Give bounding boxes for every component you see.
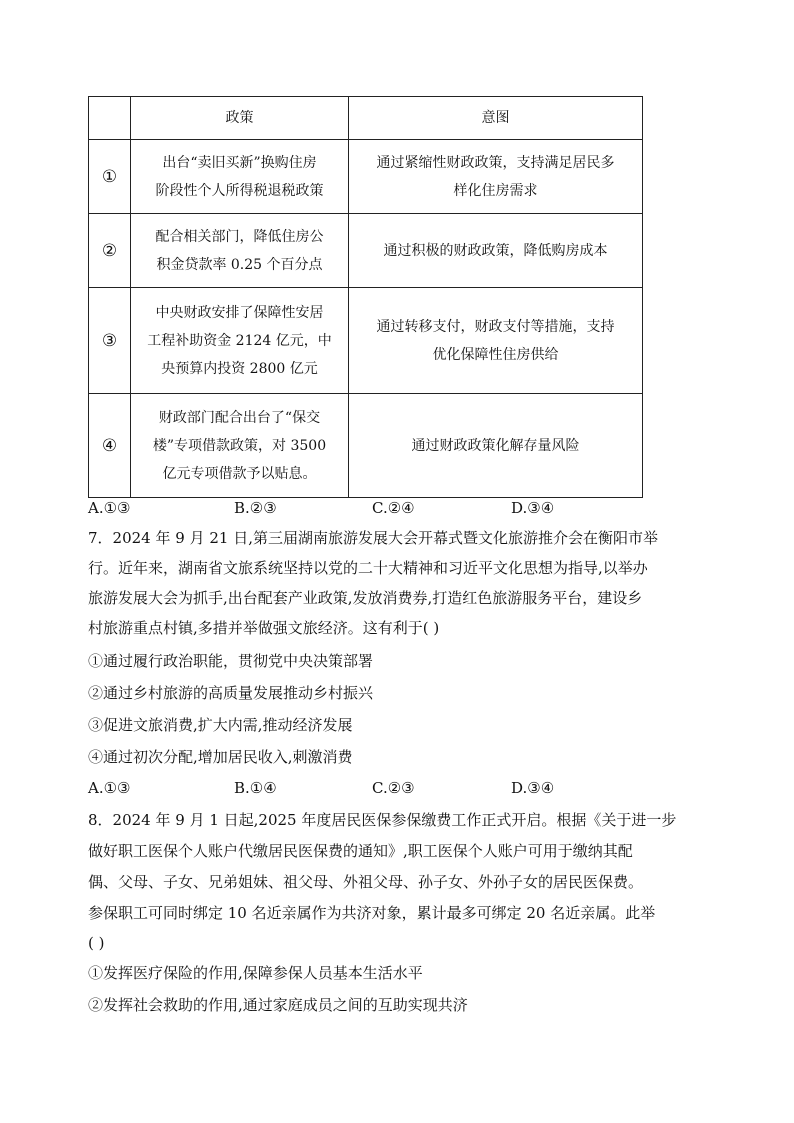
policy-line: 配合相关部门，降低住房公 (155, 228, 324, 245)
q8-stem-line: 参保职工可同时绑定 10 名近亲属作为共济对象，累计最多可绑定 20 名近亲属。此举 (88, 904, 656, 922)
table-header-row (89, 97, 643, 140)
q7-item: ①通过履行政治职能，贯彻党中央决策部署 (88, 652, 374, 670)
intent-line: 优化保障性住房供给 (432, 346, 559, 363)
policy-line: 工程补助资金 2124 亿元，中 (147, 332, 332, 349)
option-c: C.②④ (372, 499, 415, 517)
q8-item: ①发挥医疗保险的作用,保障参保人员基本生活水平 (88, 964, 423, 982)
header-empty (89, 97, 131, 140)
policy-line: 积金贷款率 0.25 个百分点 (156, 256, 323, 273)
option-d: D.③④ (511, 779, 555, 797)
row-number: ① (89, 140, 131, 214)
q8-item: ②发挥社会救助的作用,通过家庭成员之间的互助实现共济 (88, 996, 468, 1014)
intent-cell (349, 394, 643, 498)
intent-line: 通过转移支付，财政支付等措施，支持 (376, 318, 615, 335)
q7-item: ②通过乡村旅游的高质量发展推动乡村振兴 (88, 684, 374, 702)
row-number: ② (89, 214, 131, 288)
policy-line: 楼”专项借款政策，对 3500 (152, 437, 327, 454)
intent-line: 样化住房需求 (453, 182, 538, 199)
q8-stem-line: 做好职工医保个人账户代缴居民医保费的通知》,职工医保个人账户可用于缴纳其配 (88, 842, 633, 860)
policy-cell (131, 214, 349, 288)
intent-cell (349, 288, 643, 394)
policy-cell (131, 394, 349, 498)
q8-stem-line: ( ) (88, 934, 105, 952)
policy-line: 中央财政安排了保障性安居 (155, 304, 324, 321)
option-a: A.①③ (88, 779, 131, 797)
policy-line: 财政部门配合出台了“保交 (158, 409, 321, 426)
q8-stem-line: 8．2024 年 9 月 1 日起,2025 年度居民医保参保缴费工作正式开启。根据《关于进一步 (88, 811, 677, 829)
policy-line: 出台“卖旧买新”换购住房 (162, 154, 317, 171)
policy-line: 央预算内投资 2800 亿元 (161, 360, 318, 377)
intent-cell (349, 140, 643, 214)
intent-cell (349, 214, 643, 288)
q7-stem-line: 旅游发展大会为抓手,出台配套产业政策,发放消费券,打造红色旅游服务平台，建设乡 (88, 589, 643, 607)
row-number: ④ (89, 394, 131, 498)
option-c: C.②③ (372, 779, 415, 797)
intent-line: 通过积极的财政政策，降低购房成本 (383, 242, 608, 259)
policy-cell (131, 288, 349, 394)
option-b: B.②③ (234, 499, 277, 517)
table-row (89, 140, 643, 214)
q7-stem-line: 7．2024 年 9 月 21 日,第三届湖南旅游发展大会开幕式暨文化旅游推介会在衡阳市举 (88, 529, 658, 547)
intent-line: 通过紧缩性财政政策，支持满足居民多 (376, 154, 615, 171)
table-row (89, 394, 643, 498)
policy-cell (131, 140, 349, 214)
option-d: D.③④ (511, 499, 555, 517)
policy-line: 亿元专项借款予以贴息。 (162, 465, 317, 482)
table-row (89, 214, 643, 288)
table-row (89, 288, 643, 394)
q7-stem-line: 行。近年来，湖南省文旅系统坚持以党的二十大精神和习近平文化思想为指导,以举办 (88, 559, 648, 577)
q7-item: ④通过初次分配,增加居民收入,刺激消费 (88, 748, 353, 766)
policy-table (88, 96, 643, 498)
q7-item: ③促进文旅消费,扩大内需,推动经济发展 (88, 716, 353, 734)
row-number: ③ (89, 288, 131, 394)
intent-line: 通过财政政策化解存量风险 (411, 437, 580, 454)
q7-stem-line: 村旅游重点村镇,多措并举做强文旅经济。这有利于( ) (88, 619, 440, 637)
header-policy: 政策 (131, 97, 349, 140)
q8-stem-line: 偶、父母、子女、兄弟姐妹、祖父母、外祖父母、孙子女、外孙子女的居民医保费。 (88, 873, 644, 891)
policy-line: 阶段性个人所得税退税政策 (155, 182, 324, 199)
option-a: A.①③ (88, 499, 131, 517)
header-intent: 意图 (349, 97, 643, 140)
option-b: B.①④ (234, 779, 277, 797)
